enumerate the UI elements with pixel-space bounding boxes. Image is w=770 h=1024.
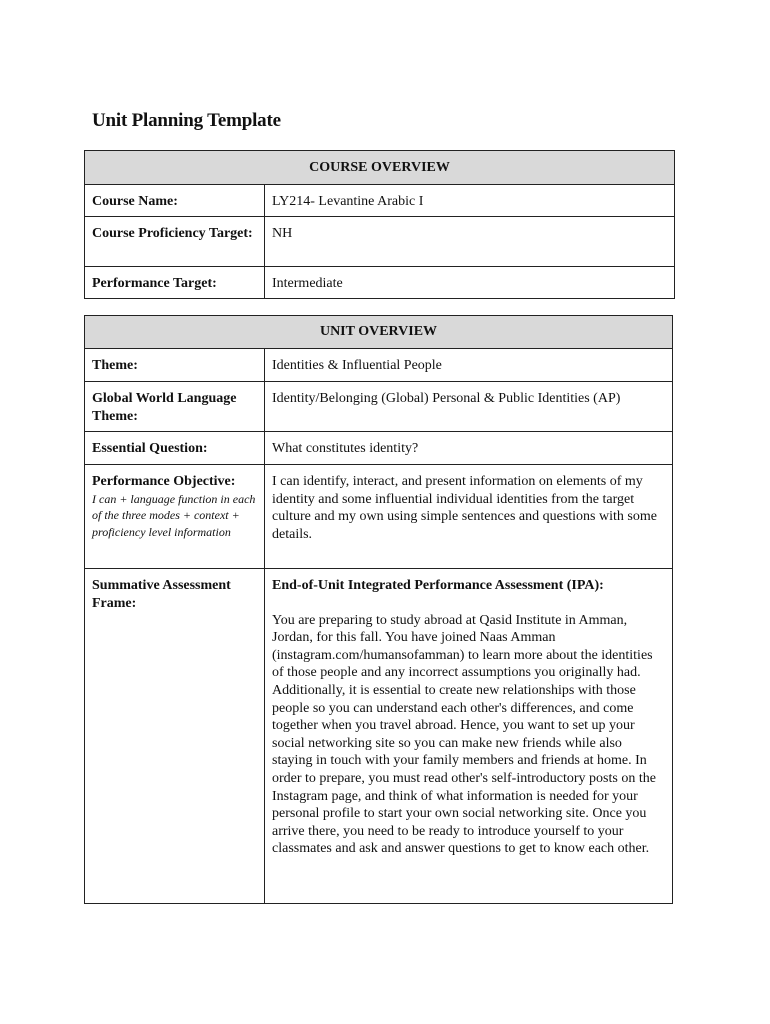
global-world-language-theme-label: Global World Language Theme:	[85, 382, 265, 432]
performance-objective-label-cell	[85, 465, 265, 569]
unit-overview-header: UNIT OVERVIEW	[85, 316, 673, 349]
course-overview-table	[84, 150, 675, 299]
performance-objective-sublabel: I can + language function in each of the three modes + context + proficiency level information	[92, 491, 256, 539]
summative-assessment-frame-value	[265, 569, 673, 904]
table-row	[85, 217, 675, 267]
ipa-body: You are preparing to study abroad at Qasid Institute in Amman, Jordan, for this fall. You have joined Naas Amman (instagram.com/humansofamman) to learn more about the identities of those people and any incorrect assumptions you originally had. Additionally, it is essential to create new relationships with those people so you can understand each other's differences, and come together when you travel abroad. Hence, you want to set up your social networking site so you can make new friends while also staying in touch with your family members and friends at home. In order to prepare, you must read other's self-introductory posts on the Instagram page, and think of what information is needed for your personal profile to start your own social networking site. Once you arrive there, you need to be ready to introduce yourself to your classmates and ask and answer questions to get to know each other.	[272, 612, 656, 857]
table-row	[85, 267, 675, 299]
performance-objective-value: I can identify, interact, and present information on elements of my identity and some influential individual identities from the target culture and my own using simple sentences and questions with some details.	[265, 465, 673, 569]
course-proficiency-target-value: NH	[265, 217, 675, 267]
summative-assessment-frame-label: Summative Assessment Frame:	[85, 569, 265, 904]
global-world-language-theme-value: Identity/Belonging (Global) Personal & Public Identities (AP)	[265, 382, 673, 432]
essential-question-label: Essential Question:	[85, 432, 265, 465]
unit-overview-table	[84, 315, 673, 904]
course-name-label: Course Name:	[85, 185, 265, 217]
course-name-value: LY214- Levantine Arabic I	[265, 185, 675, 217]
theme-label: Theme:	[85, 349, 265, 382]
table-row	[85, 185, 675, 217]
table-row	[85, 465, 673, 569]
performance-target-value: Intermediate	[265, 267, 675, 299]
table-row	[85, 432, 673, 465]
performance-target-label: Performance Target:	[85, 267, 265, 299]
performance-objective-label: Performance Objective:	[92, 474, 236, 489]
essential-question-value: What constitutes identity?	[265, 432, 673, 465]
course-overview-header: COURSE OVERVIEW	[85, 151, 675, 185]
page-title: Unit Planning Template	[92, 110, 281, 131]
table-row	[85, 569, 673, 904]
theme-value: Identities & Influential People	[265, 349, 673, 382]
table-row	[85, 382, 673, 432]
course-proficiency-target-label: Course Proficiency Target:	[85, 217, 265, 267]
ipa-title: End-of-Unit Integrated Performance Assessment (IPA):	[272, 578, 604, 593]
table-row	[85, 349, 673, 382]
